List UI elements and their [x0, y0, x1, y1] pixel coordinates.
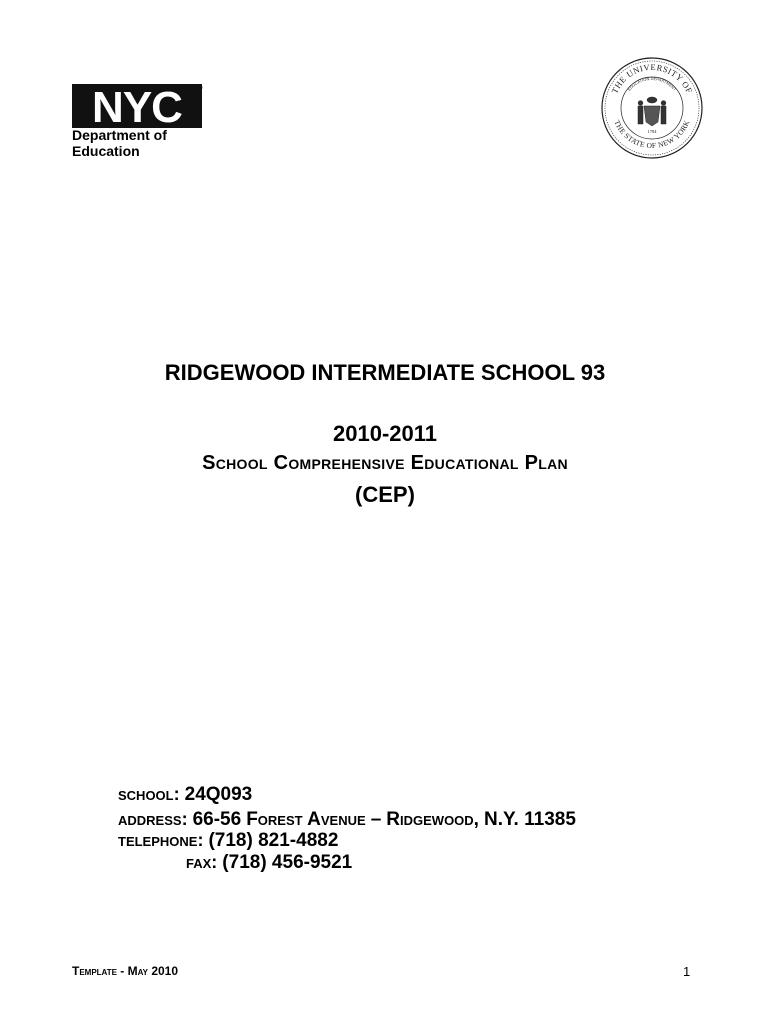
school-name-title: RIDGEWOOD INTERMEDIATE SCHOOL 93: [164, 360, 606, 385]
nyc-logo-text: NYC: [92, 83, 182, 132]
address-label: address:: [118, 809, 188, 829]
address-dash: –: [370, 809, 382, 830]
telephone-line: [118, 829, 338, 852]
svg-text:™: ™: [198, 86, 203, 92]
address-street: Forest Avenue: [246, 809, 366, 830]
nyc-logo: [72, 80, 202, 132]
seal-top-text: THE UNIVERSITY OF: [609, 61, 695, 96]
fax-value: (718) 456-9521: [222, 852, 353, 873]
nys-university-seal: [600, 56, 704, 160]
department-label-line2: Education: [72, 143, 140, 159]
seal-year: 1784: [647, 129, 657, 134]
address-city: Ridgewood,: [386, 809, 479, 830]
template-footer: Template - May 2010: [72, 964, 179, 978]
plan-title: School Comprehensive Educational Plan: [202, 452, 568, 474]
coat-of-arms-icon: [638, 97, 666, 126]
address-state-zip: N.Y. 11385: [483, 809, 576, 830]
school-code-value: 24Q093: [184, 784, 253, 805]
fax-label: fax:: [186, 852, 218, 872]
plan-abbreviation: (CEP): [355, 482, 415, 507]
school-code-line: [118, 783, 252, 806]
address-line: [118, 808, 576, 831]
fax-line: [186, 851, 352, 874]
page-number: 1: [683, 964, 691, 979]
seal-inner-text: EDUCATION DEPARTMENT: [626, 75, 678, 92]
address-number: 66-56: [192, 809, 242, 830]
seal-bottom-text: THE STATE OF NEW YORK: [612, 118, 692, 151]
school-label: school:: [118, 784, 180, 804]
telephone-label: telephone:: [118, 830, 204, 850]
department-label-line1: Department of: [72, 127, 167, 143]
telephone-value: (718) 821-4882: [208, 830, 339, 851]
school-year-title: 2010-2011: [333, 421, 437, 446]
